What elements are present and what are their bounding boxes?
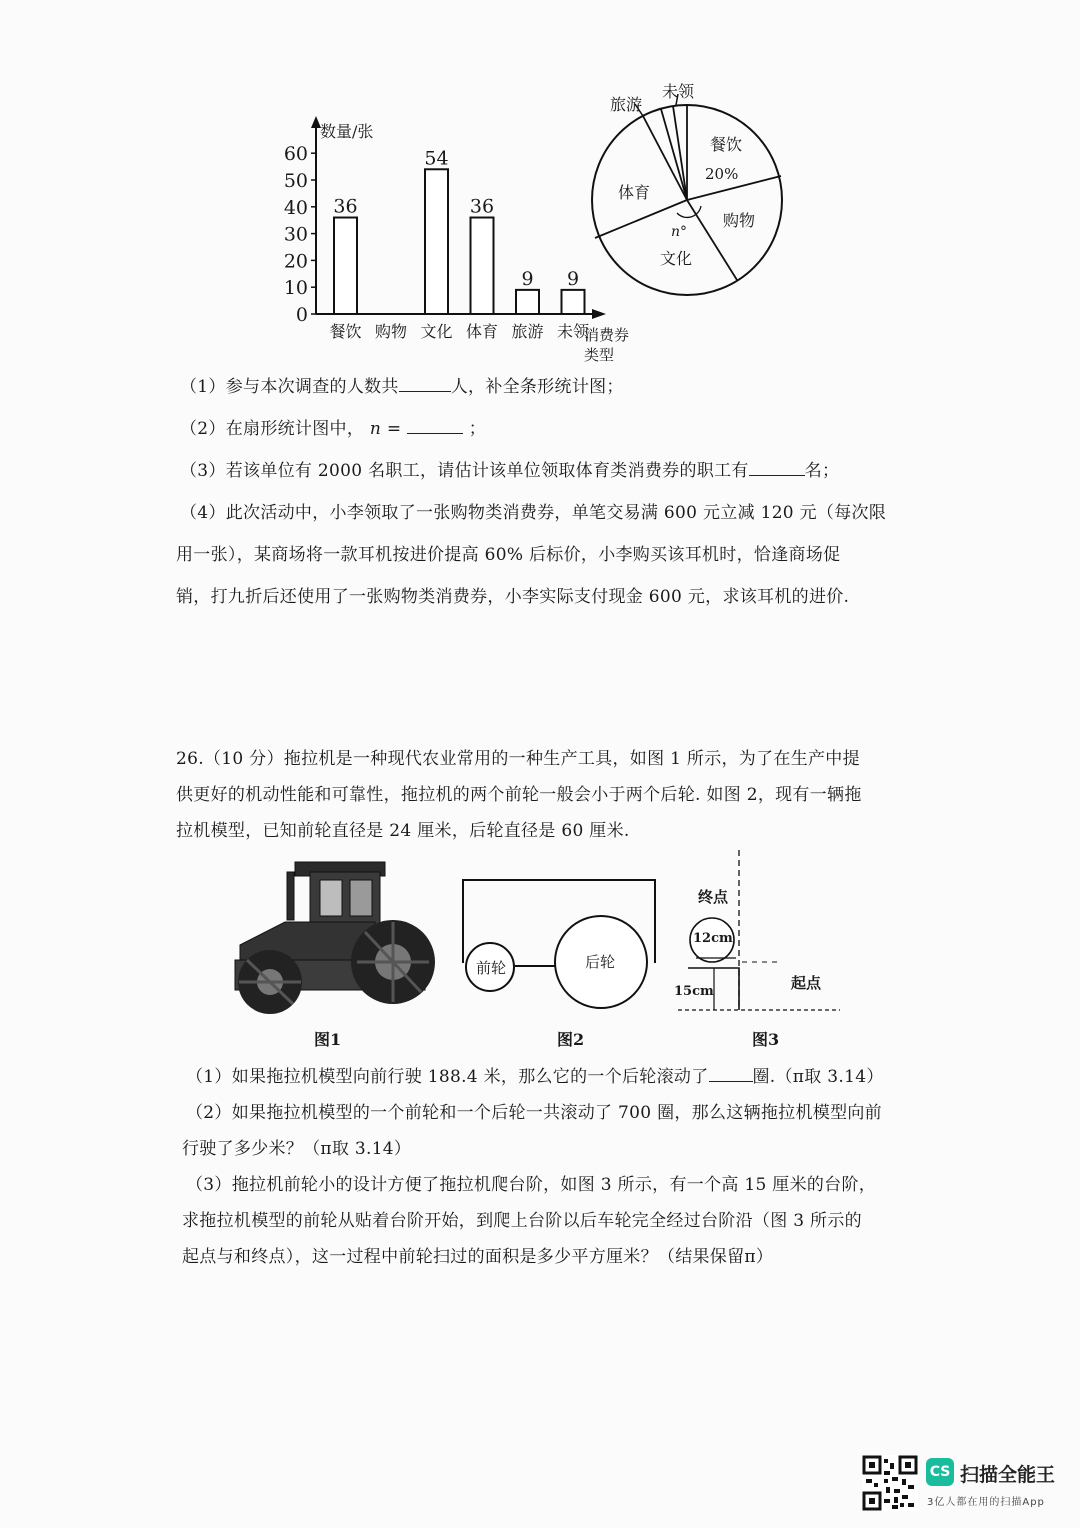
pie-pct-canyin: 20% bbox=[705, 165, 739, 183]
q25-part1 bbox=[180, 372, 624, 397]
q26-part2-line1: （2）如果拖拉机模型的一个前轮和一个后轮一共滚动了 700 圈，那么这辆拖拉机模型向前 bbox=[186, 1103, 882, 1123]
y-tick-label: 60 bbox=[283, 143, 308, 166]
pie-angle-n: n° bbox=[671, 224, 688, 240]
var-n: n bbox=[369, 419, 382, 439]
equals: = bbox=[386, 419, 402, 439]
camscanner-logo: CS bbox=[926, 1458, 954, 1486]
front-wheel-label: 前轮 bbox=[476, 959, 507, 977]
end-point-label: 终点 bbox=[698, 888, 729, 906]
pie-divider bbox=[661, 109, 687, 200]
x-axis-label-1: 消费券 bbox=[584, 326, 630, 344]
q25-part2-text: （2）在扇形统计图中， bbox=[180, 419, 365, 439]
start-point-label: 起点 bbox=[791, 974, 822, 992]
category-label: 餐饮 bbox=[329, 322, 362, 341]
q26-stem-line3: 拉机模型，已知前轮直径是 24 厘米，后轮直径是 60 厘米. bbox=[176, 821, 630, 841]
q25-part3-text2: 名； bbox=[804, 461, 840, 481]
bar bbox=[516, 290, 539, 314]
fig3-caption: 图3 bbox=[752, 1030, 780, 1049]
qr-code-icon bbox=[862, 1455, 918, 1511]
step-figure bbox=[668, 850, 843, 1020]
wheel-schematic bbox=[455, 875, 665, 1015]
category-label: 购物 bbox=[374, 322, 408, 341]
q25-part4-line3: 销，打九折后还使用了一张购物类消费券，小李实际支付现金 600 元，求该耳机的进价. bbox=[176, 587, 850, 607]
pie-label-tiyu: 体育 bbox=[618, 183, 651, 202]
pie-label-gouwu: 购物 bbox=[723, 211, 756, 230]
q26-part1-text: （1）如果拖拉机模型向前行驶 188.4 米，那么它的一个后轮滚动了 bbox=[186, 1067, 709, 1087]
q25-part2 bbox=[180, 414, 486, 439]
q25-part1-text2: 人，补全条形统计图； bbox=[450, 377, 624, 397]
q25-part4-line1: （4）此次活动中，小李领取了一张购物类消费券，单笔交易满 600 元立减 120 元（每次限 bbox=[180, 503, 887, 523]
tractor-window bbox=[350, 880, 372, 916]
answer-blank[interactable] bbox=[749, 458, 805, 476]
q26-stem-line2: 供更好的机动性能和可靠性，拖拉机的两个前轮一般会小于两个后轮. 如图 2，现有一辆拖 bbox=[176, 785, 862, 805]
bar bbox=[425, 169, 448, 314]
q25-part3-text: （3）若该单位有 2000 名职工，请估计该单位领取体育类消费券的职工有 bbox=[180, 461, 749, 481]
q26-part3-line3: 起点与和终点），这一过程中前轮扫过的面积是多少平方厘米？（结果保留π） bbox=[182, 1247, 774, 1267]
fig1-caption: 图1 bbox=[314, 1030, 342, 1049]
q26-part3-line2: 求拖拉机模型的前轮从贴着台阶开始，到爬上台阶以后车轮完全经过台阶沿（图 3 所示的 bbox=[182, 1211, 862, 1231]
y-tick-label: 0 bbox=[295, 304, 308, 326]
y-tick-label: 50 bbox=[283, 170, 308, 192]
answer-blank[interactable] bbox=[709, 1064, 753, 1082]
y-tick-label: 20 bbox=[283, 250, 308, 273]
q25-part3 bbox=[180, 456, 839, 481]
tractor-window bbox=[320, 880, 342, 916]
q25-part1-text: （1）参与本次调查的人数共 bbox=[180, 377, 399, 397]
category-label: 文化 bbox=[420, 322, 453, 341]
category-label: 旅游 bbox=[511, 322, 544, 341]
q26-part1-text2: 圈.（π取 3.14） bbox=[752, 1067, 884, 1087]
x-axis-label-2: 类型 bbox=[584, 346, 615, 364]
answer-blank[interactable] bbox=[399, 374, 451, 392]
y-tick-label: 40 bbox=[283, 196, 308, 219]
y-tick-label: 30 bbox=[283, 223, 308, 246]
answer-blank[interactable] bbox=[407, 416, 463, 434]
camscanner-name: 扫描全能王 bbox=[960, 1464, 1056, 1486]
tractor-figure bbox=[225, 850, 440, 1020]
x-axis-arrow bbox=[592, 309, 606, 319]
camscanner-tagline: 3亿人都在用的扫描App bbox=[927, 1497, 1045, 1508]
bar-value-label: 9 bbox=[521, 267, 534, 290]
category-label: 未领 bbox=[556, 322, 590, 341]
bar-value-label: 36 bbox=[333, 195, 358, 218]
rear-wheel-label: 后轮 bbox=[585, 953, 616, 971]
bar bbox=[471, 218, 494, 314]
bar-value-label: 54 bbox=[424, 147, 449, 170]
y-tick-label: 10 bbox=[283, 277, 308, 300]
q26-part2-line2: 行驶了多少米？（π取 3.14） bbox=[182, 1139, 412, 1159]
q26-part3-line1: （3）拖拉机前轮小的设计方便了拖拉机爬台阶，如图 3 所示，有一个高 15 厘米的台阶， bbox=[186, 1175, 877, 1195]
height-label: 15cm bbox=[674, 984, 714, 999]
bar bbox=[334, 218, 357, 314]
bar-value-label: 9 bbox=[566, 267, 580, 290]
radius-label: 12cm bbox=[693, 931, 733, 946]
y-axis-label: 数量/张 bbox=[320, 122, 374, 141]
bar-value-label: 36 bbox=[469, 195, 495, 218]
pie-label-weiling: 未领 bbox=[662, 82, 695, 101]
pie-label-lvyou: 旅游 bbox=[610, 95, 643, 114]
category-label: 体育 bbox=[465, 322, 499, 341]
q25-part2-text2: ； bbox=[468, 419, 487, 439]
q26-part1 bbox=[186, 1062, 884, 1087]
fig2-caption: 图2 bbox=[557, 1030, 585, 1049]
pie-chart bbox=[580, 78, 795, 308]
q26-stem-line1: 26.（10 分）拖拉机是一种现代农业常用的一种生产工具，如图 1 所示，为了在生产中提 bbox=[176, 749, 860, 769]
q25-part4-line2: 用一张），某商场将一款耳机按进价提高 60% 后标价，小李购买该耳机时，恰逢商场促 bbox=[176, 545, 841, 565]
pie-label-canyin: 餐饮 bbox=[710, 135, 743, 154]
pie-label-wenhua: 文化 bbox=[660, 249, 693, 268]
tractor-exhaust bbox=[287, 872, 294, 920]
